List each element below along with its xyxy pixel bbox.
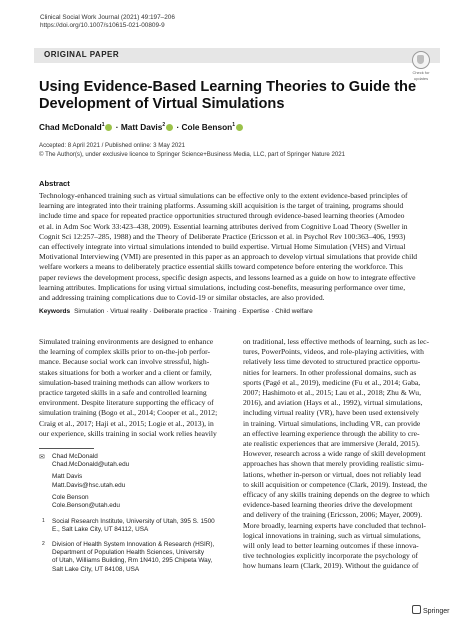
body-line: tive technologies explicitly incorporate the psychology of	[243, 551, 419, 561]
body-line: practice targeted skills in a safe and controlled learning	[39, 388, 207, 398]
abstract-line: et al. in Adm Soc Work 33:423–438, 2009). Essential learning attributes derived from Cognitive Load Theory (Sweller in	[39, 221, 408, 231]
body-line: an effective learning experience through the ability to cre-	[243, 428, 420, 438]
abstract-line: include time and space for repeated practice opportunities structured through evidence-based learning theories (Amodeo	[39, 211, 405, 221]
body-line: simulation-based training methods can allow workers to	[39, 377, 210, 387]
body-line: 2016), and aviation (Hays et al., 1992), virtual simulations,	[243, 398, 423, 408]
body-line: simulation training (Bogo et al., 2014; Cooper et al., 2012;	[39, 408, 218, 418]
journal-citation: Clinical Social Work Journal (2021) 49:197–206	[40, 14, 175, 21]
footnote-divider	[39, 448, 94, 449]
affiliation-line: Social Research Institute, University of Utah, 395 S. 1500	[52, 518, 215, 525]
correspondence-name: Cole Benson	[52, 493, 89, 501]
body-line: nities for learners. In other professional domains, such as	[243, 367, 417, 377]
journal-header	[40, 14, 175, 31]
doi-link[interactable]: https://doi.org/10.1007/s10615-021-00809-9	[40, 22, 165, 30]
orcid-icon[interactable]	[236, 124, 243, 131]
orcid-icon[interactable]	[166, 124, 173, 131]
author-name[interactable]: Cole Benson	[181, 122, 233, 132]
accepted-date: Accepted: 8 April 2021 / Published online: 3 May 2021	[39, 142, 186, 149]
abstract-line: and addressing training complications due to Covid-19 or similar obstacles, are also provided.	[39, 293, 325, 303]
body-line: including virtual reality (VR), have been used extensively	[243, 408, 419, 418]
author-affiliation-number: 2	[162, 122, 166, 129]
abstract-heading: Abstract	[39, 179, 70, 188]
correspondence-email[interactable]: Chad.McDonald@utah.edu	[52, 461, 130, 469]
abstract-line: can effectively integrate into virtual simulations intended to build expertise. Virtual Home Simulation (VHS) and Virtual	[39, 242, 406, 252]
body-line: lations, whether in-person or virtual, does not reliably lead	[243, 469, 421, 479]
body-line: However, research across a wide range of skill development	[243, 449, 426, 459]
body-line: tures, PowerPoints, videos, and role-playing activities, with	[243, 347, 424, 357]
affiliation-line: E., Salt Lake City, UT 84112, USA	[52, 526, 149, 534]
publisher-logo	[412, 605, 449, 615]
correspondence-name: Matt Davis	[52, 473, 83, 481]
body-line: evidence-based learning theories drive the development	[243, 500, 413, 510]
abstract-text	[39, 191, 439, 303]
affiliation	[52, 518, 222, 534]
affiliation-line: Department of Population Health Sciences, University	[52, 549, 205, 557]
abstract-line: paper reviews the development process, specific design aspects, and lessons learned as a guide on how to integrate effective	[39, 272, 416, 282]
body-line: will only lead to better learning outcomes if these innova-	[243, 541, 419, 551]
body-line: in training. Virtual simulations, including VR, can provide	[243, 418, 421, 428]
author-name[interactable]: Chad McDonald	[39, 122, 102, 132]
author-affiliation-number: 1	[232, 122, 236, 129]
publisher-name: Springer	[423, 608, 450, 615]
body-line: logical innovations in training, such as virtual simulations,	[243, 530, 421, 540]
affiliation-number: 2	[42, 541, 45, 547]
body-column-right	[243, 337, 439, 572]
body-line: environment. Despite literature supporting the efficacy of	[39, 398, 214, 408]
body-line: mance. Because social work can involve stressful, high-	[39, 357, 210, 367]
affiliation-line: Salt Lake City, UT 84108, USA	[52, 565, 140, 573]
correspondence-email[interactable]: Cole.Benson@utah.edu	[52, 502, 120, 510]
body-line: sports (Pagé et al., 2019), medicine (Fu et al., 2014; Gaba,	[243, 377, 421, 387]
body-line: and delivery of the training (Ericsson, 2006; Mayer, 2009).	[243, 510, 423, 520]
abstract-line: Technology-enhanced training such as virtual simulations can be effective only to the extent evidence-based principles of	[39, 191, 408, 200]
body-line: approaches has shown that merely providing realistic simu-	[243, 459, 424, 469]
envelope-icon: ✉	[39, 454, 45, 461]
check-updates-line1: Check for	[412, 70, 430, 75]
springer-horse-icon	[412, 605, 421, 614]
check-for-updates-badge[interactable]	[404, 51, 438, 81]
body-line: our experience, skills training in social work relies heavily	[39, 428, 217, 438]
correspondence-email[interactable]: Matt.Davis@hsc.utah.edu	[52, 481, 126, 489]
abstract-line: Motivational Interviewing (VMI) are presented in this paper as an approach to develop virtual simulations that provide child	[39, 252, 418, 262]
check-updates-icon	[412, 51, 430, 69]
body-line: relatively less time devoted to structured practice opportu-	[243, 357, 421, 367]
author-separator: ·	[174, 122, 182, 132]
keywords-label: Keywords	[39, 308, 71, 315]
affiliation	[52, 541, 222, 574]
keywords	[39, 308, 313, 315]
affiliation-number: 1	[42, 518, 45, 524]
article-metadata	[39, 142, 345, 159]
author-separator: ·	[113, 122, 121, 132]
body-line: Craig et al., 2017; Haji et al., 2015; Logie et al., 2013), in	[39, 418, 214, 428]
article-type: ORIGINAL PAPER	[44, 50, 120, 59]
body-line: stakes situations for both a worker and a client or family,	[39, 367, 212, 377]
body-line: More broadly, learning experts have concluded that technol-	[243, 520, 426, 530]
affiliation-line: Division of Health System Innovation & Research (HSIR),	[52, 541, 215, 548]
body-line: on traditional, less effective methods of learning, such as lec-	[243, 337, 430, 346]
affiliation-line: of Utah, Williams Building, Rm 1N410, 295 Chipeta Way,	[52, 557, 213, 565]
author-list	[39, 122, 244, 132]
orcid-icon[interactable]	[105, 124, 112, 131]
body-line: ate realistic experiences that are immersive (Jerald, 2015).	[243, 439, 420, 449]
abstract-line: Cognit Sci 12:257–285, 1988) and the Theory of Deliberate Practice (Ericsson et al. in Psychol Rev 100:363–406, 1993)	[39, 231, 406, 241]
body-column-left	[39, 337, 235, 439]
author-name[interactable]: Matt Davis	[120, 122, 163, 132]
body-line: how humans learn (Clark, 2019). Without the guidance of	[243, 561, 419, 571]
correspondence-block	[52, 453, 129, 510]
body-line: to skill acquisition or competence (Clark, 2019). Instead, the	[243, 479, 428, 489]
body-line: Simulated training environments are designed to enhance	[39, 337, 214, 346]
abstract-line: welfare workers a means to deliberately practice essential skills toward competence before entering the workforce. This	[39, 262, 403, 272]
abstract-line: learning attributes. Implications for using virtual simulations, including cost-benefits, measuring performance over time,	[39, 282, 406, 292]
abstract-line: learning are integrated into their training platforms. Assuming skill acquisition is the target of training, programs should	[39, 201, 404, 211]
check-updates-line2: updates	[413, 76, 429, 81]
keywords-list: Simulation · Virtual reality · Deliberate practice · Training · Expertise · Child welfare	[74, 308, 313, 315]
correspondence-name: Chad McDonald	[52, 453, 98, 460]
paper-title: Using Evidence-Based Learning Theories to Guide the Development of Virtual Simulations	[39, 79, 417, 112]
author-affiliation-number: 1	[101, 122, 105, 129]
body-line: the learning of complex skills prior to on-the-job perfor-	[39, 347, 211, 357]
body-line: efficacy of any skills training depends on the degree to which	[243, 490, 430, 500]
body-line: 2007; Hashimoto et al., 2015; Lau et al., 2018; Zhu & Wu,	[243, 388, 421, 398]
copyright-line: © The Author(s), under exclusive licence to Springer Science+Business Media, LLC, part of Springer Nature 2021	[39, 150, 346, 158]
